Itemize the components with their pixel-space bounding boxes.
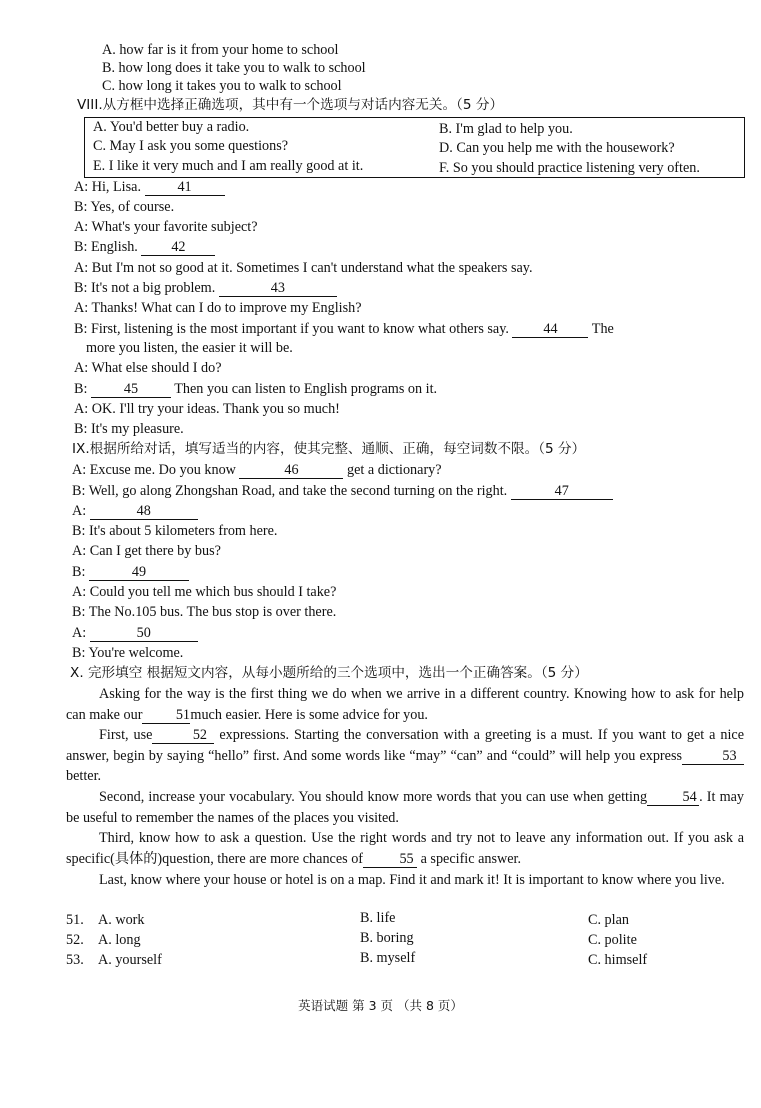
choice-53-a[interactable]: A. yourself	[98, 952, 162, 968]
dialogue-line: A: OK. I'll try your ideas. Thank you so much!	[74, 401, 340, 417]
passage-paragraph-4: Third, know how to ask a question. Use the right words and try not to leave any information out. If you ask a specific(具体的)question, there are more chances of 55 a specific answer.	[66, 830, 744, 867]
prev-option-c: C. how long it takes you to walk to school	[102, 78, 342, 94]
prev-option-a: A. how far is it from your home to school	[102, 42, 339, 58]
choice-53-b[interactable]: B. myself	[360, 950, 416, 966]
passage-paragraph-2: First, use 52 expressions. Starting the conversation with a greeting is a must. If you want to get a nice answer, begin by saying “hello” first. And some words like “may” “can” and “could” will help you express 53 better.	[66, 727, 745, 784]
dialogue-line: B: English. 42	[74, 238, 215, 256]
dialogue-line: A: Excuse me. Do you know 46 get a dictionary?	[72, 462, 442, 478]
answer-blank-48[interactable]: 48	[90, 504, 198, 520]
option-e: E. I like it very much and I am really good at it.	[93, 158, 364, 174]
option-c: C. May I ask you some questions?	[93, 138, 289, 154]
choice-51-c[interactable]: C. plan	[588, 912, 629, 928]
dialogue-line: B: You're welcome.	[72, 645, 184, 661]
choice-53-c[interactable]: C. himself	[588, 952, 648, 968]
dialogue-line: B: The No.105 bus. The bus stop is over there.	[72, 604, 337, 620]
section-8-heading: VIII.从方框中选择正确选项，其中有一个选项与对话内容无关。（5 分）	[77, 97, 504, 113]
answer-blank-47[interactable]: 47	[511, 484, 613, 500]
section-10-heading: X. 完形填空 根据短文内容，从每小题所给的三个选项中，选出一个正确答案。（5 分）	[70, 665, 588, 681]
dialogue-line: A: 50	[72, 624, 198, 642]
passage-paragraph-3: Second, increase your vocabulary. You should know more words that you can use when getting 54 . It may be useful to remember the names of the places you visited.	[66, 789, 744, 826]
answer-blank-45[interactable]: 45	[91, 382, 171, 398]
passage-paragraph-1: Asking for the way is the first thing we do when we arrive in a different country. Knowing how to ask for help can make our 51much easier. Here is some advice for you.	[66, 686, 744, 723]
dialogue-line: B: It's my pleasure.	[74, 421, 184, 437]
dialogue-line: B: Well, go along Zhongshan Road, and take the second turning on the right. 47	[72, 482, 613, 500]
choice-row-53: 53.	[66, 952, 84, 968]
dialogue-line: A: Thanks! What can I do to improve my English?	[74, 300, 362, 316]
dialogue-line: B: 45 Then you can listen to English programs on it.	[74, 381, 438, 397]
answer-blank-55[interactable]: 55	[363, 852, 417, 868]
answer-blank-43[interactable]: 43	[219, 281, 337, 297]
choice-52-c[interactable]: C. polite	[588, 932, 637, 948]
answer-blank-52[interactable]: 52	[152, 728, 214, 744]
dialogue-line: A: But I'm not so good at it. Sometimes I can't understand what the speakers say.	[74, 260, 533, 276]
dialogue-line: B: Yes, of course.	[74, 199, 175, 215]
option-f: F. So you should practice listening very often.	[439, 160, 700, 176]
choice-52-a[interactable]: A. long	[98, 932, 141, 948]
choice-51-b[interactable]: B. life	[360, 910, 396, 926]
choice-row-51: 51.	[66, 912, 84, 928]
dialogue-line: A: Could you tell me which bus should I take?	[72, 584, 337, 600]
dialogue-line: A: What's your favorite subject?	[74, 219, 258, 235]
option-d: D. Can you help me with the housework?	[439, 140, 675, 156]
choice-row-52: 52.	[66, 932, 84, 948]
answer-blank-41[interactable]: 41	[145, 180, 225, 196]
answer-blank-54[interactable]: 54	[647, 790, 699, 806]
dialogue-line: B: 49	[72, 563, 189, 581]
answer-blank-44[interactable]: 44	[512, 322, 588, 338]
dialogue-line: A: What else should I do?	[74, 360, 222, 376]
answer-blank-46[interactable]: 46	[239, 463, 343, 479]
dialogue-line: A: 48	[72, 502, 198, 520]
answer-blank-51[interactable]: 51	[142, 708, 190, 724]
answer-blank-49[interactable]: 49	[89, 565, 189, 581]
choice-51-a[interactable]: A. work	[98, 912, 145, 928]
prev-option-b: B. how long does it take you to walk to school	[102, 60, 366, 76]
dialogue-line: B: First, listening is the most important if you want to know what others say. 44 The	[74, 321, 614, 337]
section-9-heading: IX.根据所给对话，填写适当的内容，使其完整、通顺、正确，每空词数不限。（5 分）	[72, 441, 586, 457]
dialogue-continuation: more you listen, the easier it will be.	[86, 340, 293, 356]
options-box	[84, 117, 745, 178]
choice-52-b[interactable]: B. boring	[360, 930, 414, 946]
answer-blank-42[interactable]: 42	[141, 240, 215, 256]
dialogue-line: A: Hi, Lisa. 41	[74, 178, 225, 196]
option-b: B. I'm glad to help you.	[439, 121, 573, 137]
dialogue-line: B: It's not a big problem. 43	[74, 279, 337, 297]
page-footer: 英语试题 第 3 页 （共 8 页）	[298, 998, 463, 1013]
option-a: A. You'd better buy a radio.	[93, 119, 250, 135]
passage-paragraph-5: Last, know where your house or hotel is on a map. Find it and mark it! It is important to know where you live.	[99, 872, 725, 888]
answer-blank-53[interactable]: 53	[682, 749, 744, 765]
answer-blank-50[interactable]: 50	[90, 626, 198, 642]
dialogue-line: B: It's about 5 kilometers from here.	[72, 523, 278, 539]
dialogue-line: A: Can I get there by bus?	[72, 543, 221, 559]
